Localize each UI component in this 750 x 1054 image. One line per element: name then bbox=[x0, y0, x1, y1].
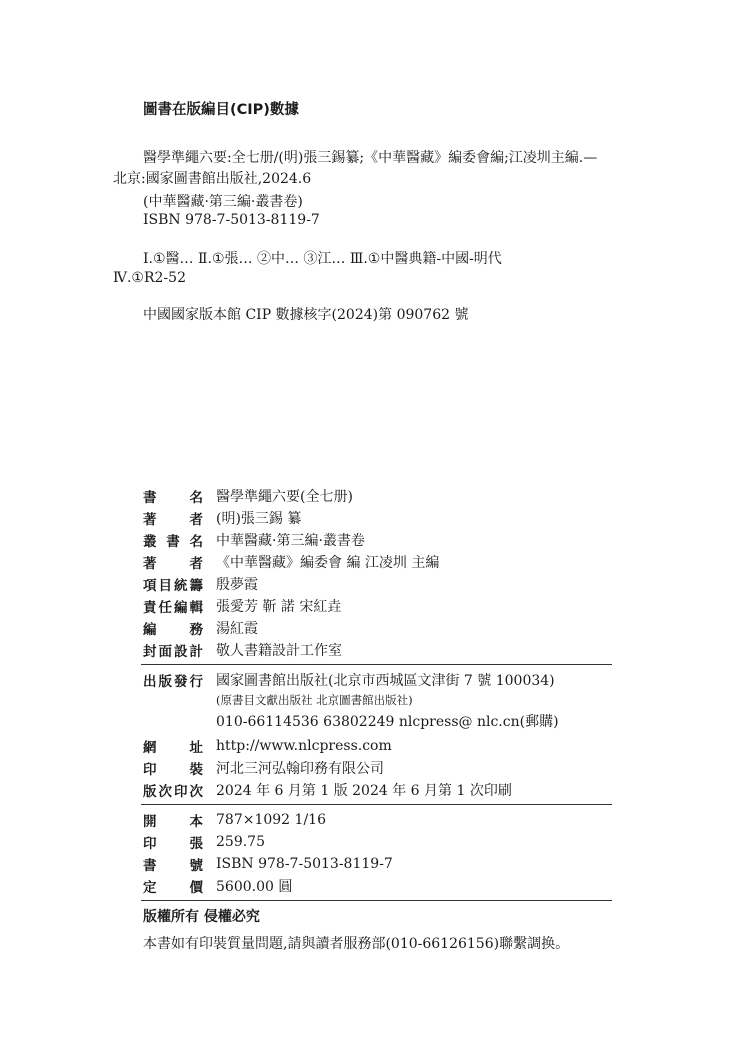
value: 張愛芳 靳 諾 宋紅垚 bbox=[216, 599, 342, 615]
value: 湯紅霞 bbox=[216, 621, 258, 637]
label: 網址 bbox=[143, 740, 203, 756]
colophon-row-edition bbox=[143, 780, 512, 800]
value: 259.75 bbox=[216, 834, 265, 850]
divider bbox=[141, 804, 612, 805]
label: 印裝 bbox=[143, 762, 203, 778]
colophon-row-editors bbox=[143, 596, 341, 616]
label: 開本 bbox=[143, 814, 203, 830]
value: 國家圖書館出版社(北京市西城區文津街 7 號 100034) bbox=[216, 673, 555, 689]
cip-line-6: Ⅳ.①R2-52 bbox=[113, 270, 186, 286]
value: (明)張三錫 纂 bbox=[216, 511, 302, 527]
label: 定價 bbox=[143, 880, 203, 896]
value: 《中華醫藏》編委會 編 江凌圳 主編 bbox=[216, 555, 440, 571]
label: 著者 bbox=[143, 556, 203, 572]
cip-line-2: 北京:國家圖書館出版社,2024.6 bbox=[113, 171, 312, 187]
cip-line-5: Ⅰ.①醫… Ⅱ.①張… ②中… ③江… Ⅲ.①中醫典籍-中國-明代 bbox=[143, 251, 502, 267]
label: 出版發行 bbox=[143, 674, 203, 690]
value: 醫學準繩六要(全七册) bbox=[216, 489, 353, 505]
colophon-row-format bbox=[143, 810, 326, 830]
label: 編務 bbox=[143, 622, 203, 638]
label: 著者 bbox=[143, 512, 203, 528]
value: 787×1092 1/16 bbox=[216, 812, 326, 828]
value: 2024 年 6 月第 1 版 2024 年 6 月第 1 次印刷 bbox=[216, 783, 512, 799]
value: 敬人書籍設計工作室 bbox=[216, 643, 342, 659]
rights-reserved: 版權所有 侵權必究 bbox=[143, 909, 260, 925]
value: 殷夢霞 bbox=[216, 577, 258, 593]
label: 責任編輯 bbox=[143, 600, 203, 616]
label: 印張 bbox=[143, 836, 203, 852]
website-link[interactable]: http://www.nlcpress.com bbox=[216, 738, 392, 754]
cip-title: 圖書在版編目(CIP)數據 bbox=[143, 102, 299, 118]
publisher-phones bbox=[216, 711, 559, 731]
cip-line-7: 中國國家版本館 CIP 數據核字(2024)第 090762 號 bbox=[143, 307, 469, 323]
label: 書名 bbox=[143, 490, 203, 506]
colophon-row-series bbox=[143, 530, 365, 550]
label: 封面設計 bbox=[143, 644, 203, 660]
colophon-row-price bbox=[143, 876, 292, 896]
cip-line-1: 醫學準繩六要:全七册/(明)張三錫纂;《中華醫藏》編委會編;江凌圳主編.— bbox=[143, 150, 598, 166]
colophon-row-editors-committee bbox=[143, 552, 439, 572]
value: 5600.00 圓 bbox=[216, 879, 293, 895]
colophon-row-title bbox=[143, 486, 353, 506]
publisher-note: (原書目文獻出版社 北京圖書館出版社) bbox=[216, 693, 413, 707]
value: 中華醫藏·第三編·叢書卷 bbox=[216, 533, 365, 549]
colophon-row-author bbox=[143, 508, 301, 528]
label: 項目統籌 bbox=[143, 578, 203, 594]
colophon-row-publisher bbox=[143, 670, 555, 690]
divider bbox=[141, 900, 612, 901]
colophon-row-sheets bbox=[143, 832, 265, 852]
colophon-row-coordinator bbox=[143, 574, 258, 594]
value: ISBN 978-7-5013-8119-7 bbox=[216, 856, 393, 872]
quality-notice: 本書如有印裝質量問題,請與讀者服務部(010-66126156)聯繫調换。 bbox=[143, 936, 570, 952]
colophon-row-cover bbox=[143, 640, 342, 660]
cip-line-4: ISBN 978-7-5013-8119-7 bbox=[143, 212, 320, 228]
label: 書號 bbox=[143, 858, 203, 874]
cip-line-3: (中華醫藏·第三編·叢書卷) bbox=[143, 194, 303, 210]
colophon-row-affairs bbox=[143, 618, 258, 638]
divider bbox=[141, 664, 612, 665]
colophon-row-printer bbox=[143, 758, 384, 778]
label: 叢書名 bbox=[143, 534, 203, 550]
colophon-row-isbn bbox=[143, 854, 393, 874]
value: 010-66114536 63802249 nlcpress@ nlc.cn(郵購) bbox=[216, 714, 559, 730]
colophon-row-website bbox=[143, 736, 392, 756]
label: 版次印次 bbox=[143, 784, 203, 800]
value: 河北三河弘翰印務有限公司 bbox=[216, 761, 384, 777]
